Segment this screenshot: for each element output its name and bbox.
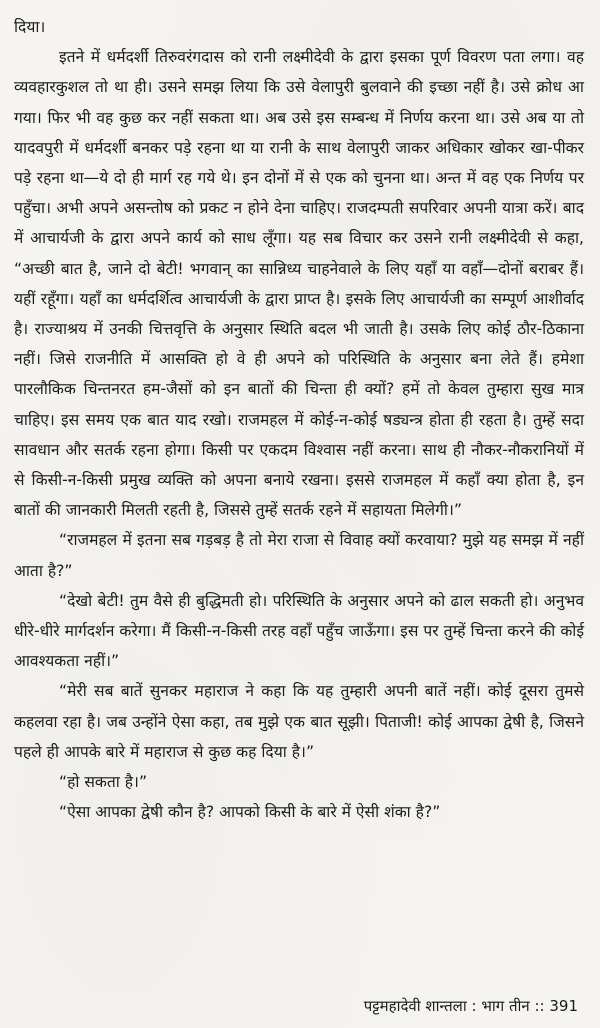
paragraph-dialogue-5: “ऐसा आपका द्वेषी कौन है? आपको किसी के बारे में ऐसी शंका है?”: [59, 803, 441, 822]
page-footer: पट्टमहादेवी शान्तला : भाग तीन :: 391: [363, 997, 578, 1015]
paragraph-dialogue-2: “देखो बेटी! तुम वैसे ही बुद्धिमती हो। परिस्थिति के अनुसार अपने को ढाल सकती हो। अनुभव धीरे-धीरे मार्गदर्शन करेगा। मैं किसी-न-किसी तरह वहाँ पहुँच जाऊँगा। इस पर तुम्हें चिन्ता करने की कोई आवश्यकता नहीं।”: [14, 591, 584, 671]
body-text: [14, 12, 584, 827]
paragraph-dialogue-1: “राजमहल में इतना सब गड़बड़ है तो मेरा राजा से विवाह क्यों करवाया? मुझे यह समझ में नहीं आता है?”: [14, 531, 584, 580]
paragraph-dialogue-4: “हो सकता है।”: [59, 773, 148, 792]
paragraph-dialogue-3: “मेरी सब बातें सुनकर महाराज ने कहा कि यह तुम्हारी अपनी बातें नहीं। कोई दूसरा तुमसे कहलवा रहा है। जब उन्होंने ऐसा कहा, तब मुझे एक बात सूझी। पिताजी! कोई आपका द्वेषी है, जिसने पहले ही आपके बारे में महाराज से कुछ कह दिया है।”: [14, 682, 584, 761]
paragraph-narration: इतने में धर्मदर्शी तिरुवरंगदास को रानी लक्ष्मीदेवी के द्वारा इसका पूर्ण विवरण पता लगा। वह व्यवहारकुशल तो था ही। उसने समझ लिया कि उसे वेलापुरी बुलवाने की इच्छा नहीं है। उसे क्रोध आ गया। फिर भी वह कुछ कर नहीं सकता था। अब उसे इस सम्बन्ध में निर्णय करना था। उसे अब या तो यादवपुरी में धर्मदर्शी बनकर पड़े रहना था या रानी के साथ वेलापुरी जाकर अधिकार खोकर खा-पीकर पड़े रहना था—ये दो ही मार्ग रह गये थे। इन दोनों में से एक को चुनना था। अन्त में वह एक निर्णय पर पहुँचा। अभी अपने असन्तोष को प्रकट न होने देना चाहिए। राजदम्पती सपरिवार अपनी यात्रा करें। बाद में आचार्यजी के द्वारा अपने कार्य को साध लूँगा। यह सब विचार कर उसने रानी लक्ष्मीदेवी से कहा, “अच्छी बात है, जाने दो बेटी! भगवान् का सान्निध्य चाहनेवाले के लिए यहाँ या वहाँ—दोनों बराबर हैं। यहीं रहूँगा। यहाँ का धर्मदर्शित्व आचार्यजी के द्वारा प्राप्त है। इसके लिए आचार्यजी का सम्पूर्ण आशीर्वाद है। राज्याश्रय में उनकी चित्तवृत्ति के अनुसार स्थिति बदल भी जाती है। उसके लिए कोई ठौर-ठिकाना नहीं। जिसे राजनीति में आसक्ति हो वे ही अपने को परिस्थिति के अनुसार बना लेते हैं। हमेशा पारलौकिक चिन्तनरत हम-जैसों को इन बातों की चिन्ता ही क्यों? हमें तो केवल तुम्हारा सुख मात्र चाहिए। इस समय एक बात याद रखो। राजमहल में कोई-न-कोई षड्यन्त्र होता ही रहता है। तुम्हें सदा सावधान और सतर्क रहना होगा। किसी पर एकदम विश्वास नहीं करना। साथ ही नौकर-नौकरानियों में से किसी-न-किसी प्रमुख व्यक्ति को अपना बनाये रखना। इससे राजमहल में कहाँ क्या होता है, इन बातों की जानकारी मिलती रहती है, जिससे तुम्हें सतर्क रहने में सहायता मिलेगी।”: [14, 48, 584, 520]
paragraph-continuation: दिया।: [14, 18, 46, 36]
